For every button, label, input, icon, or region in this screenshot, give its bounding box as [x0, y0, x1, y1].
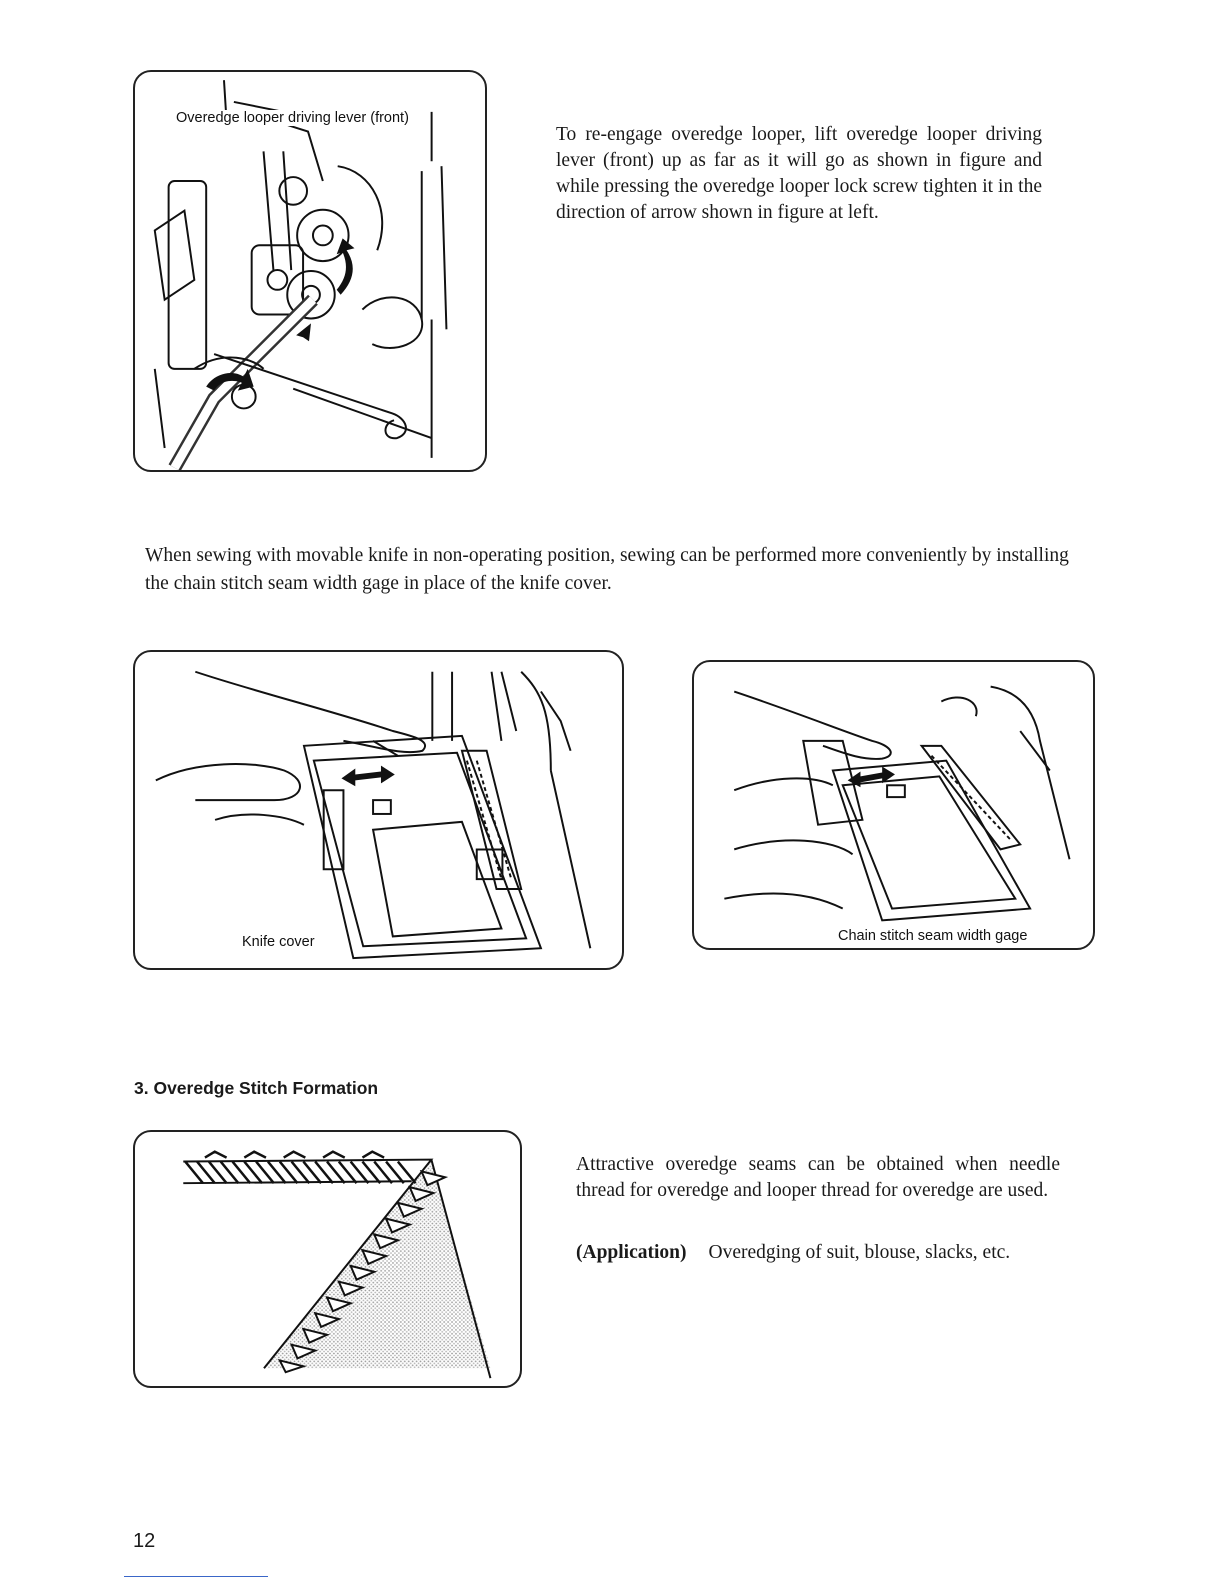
double-arrow-icon: [848, 767, 895, 788]
footer-rule: [124, 1576, 268, 1577]
reengage-paragraph: To re-engage overedge looper, lift overedge looper driving lever (front) up as far as it will go as shown in figure and while pressing the overedge looper lock screw tighten it in the direction of arrow shown in figure at left.: [556, 124, 1042, 223]
stitch-formation-paragraph: Attractive overedge seams can be obtained when needle thread for overedge and looper thread for overedge are used.: [576, 1154, 1060, 1201]
horizontal-stitches: [185, 1152, 415, 1184]
movable-knife-paragraph: When sewing with movable knife in non-operating position, sewing can be performed more conveniently by installing the chain stitch seam width gage in place of the knife cover.: [145, 545, 1069, 594]
knife-cover-label: Knife cover: [239, 934, 318, 950]
section-heading: 3. Overedge Stitch Formation: [134, 1078, 379, 1098]
knife-cover-illustration: [135, 652, 622, 968]
figure-looper-lever: [133, 70, 487, 472]
looper-lever-label: Overedge looper driving lever (front): [173, 110, 412, 126]
application-text: Overedging of suit, blouse, slacks, etc.: [708, 1242, 1011, 1263]
looper-mechanism-illustration: [135, 72, 485, 470]
figure-stitch-formation: [133, 1130, 522, 1388]
rotate-arrow-icon: [337, 238, 355, 294]
application-label: (Application): [576, 1242, 687, 1263]
fabric-shading: [264, 1160, 490, 1369]
seam-gage-illustration: [694, 662, 1093, 948]
seam-gage-label: Chain stitch seam width gage: [835, 928, 1030, 944]
stitch-formation-illustration: [135, 1132, 520, 1386]
figure-knife-cover: [133, 650, 624, 970]
figure-seam-gage: [692, 660, 1095, 950]
page-number: 12: [133, 1530, 156, 1552]
double-arrow-icon: [341, 766, 394, 787]
application-line: [576, 1240, 1010, 1266]
